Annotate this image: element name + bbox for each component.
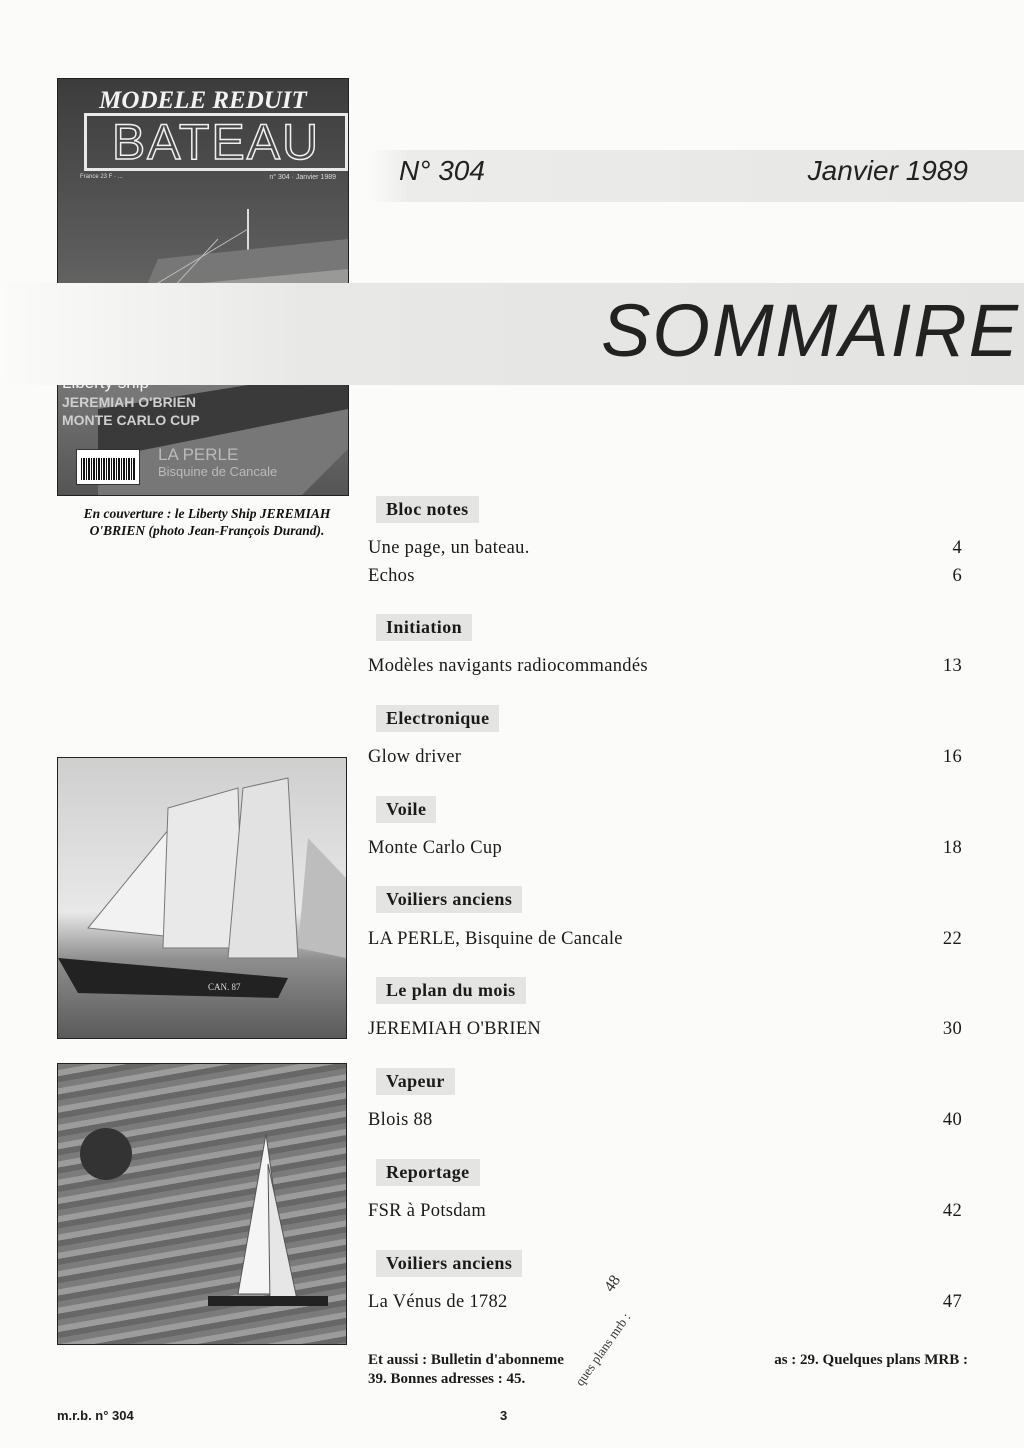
also-line1-right: as : 29. Quelques plans MRB : — [774, 1352, 968, 1368]
toc-title: Une page, un bateau. — [368, 538, 530, 558]
toc-title: JEREMIAH O'BRIEN — [368, 1019, 542, 1039]
toc-page: 16 — [942, 747, 962, 767]
section-heading: Reportage — [376, 1159, 480, 1186]
cover-price: France 23 F · ... — [80, 174, 123, 180]
toc-entry[interactable] — [368, 536, 962, 560]
sailing-ship-photo — [57, 757, 347, 1039]
section-heading: Initiation — [376, 614, 472, 641]
section-heading: Voile — [376, 796, 436, 823]
issue-number: N° 304 — [399, 155, 485, 186]
cover-kicker: MODELE REDUIT — [99, 87, 307, 114]
toc-page: 13 — [942, 656, 962, 676]
cover-line-4: LA PERLE — [158, 445, 239, 464]
barcode — [76, 449, 140, 485]
section-heading: Voiliers anciens — [376, 1250, 522, 1277]
buoy-sailboat-illustration — [58, 1064, 346, 1344]
toc-title: Monte Carlo Cup — [368, 838, 502, 858]
toc-title: Echos — [368, 566, 415, 586]
toc-entry[interactable] — [368, 1108, 962, 1132]
toc-page: 47 — [942, 1292, 962, 1312]
toc-page: 40 — [942, 1110, 962, 1130]
cover-issue: n° 304 · Janvier 1989 — [269, 174, 336, 181]
toc-entry[interactable] — [368, 745, 962, 769]
toc-entry[interactable] — [368, 836, 962, 860]
cover-title: BATEAU — [84, 113, 348, 171]
cover-line-5: Bisquine de Cancale — [158, 464, 278, 479]
cover-line-2: JEREMIAH O'BRIEN — [62, 394, 197, 410]
toc-entry[interactable] — [368, 1199, 962, 1223]
hull-label: CAN. 87 — [208, 982, 241, 992]
annotation-number: 48 — [601, 1272, 625, 1296]
toc-title: LA PERLE, Bisquine de Cancale — [368, 929, 623, 949]
toc-entry[interactable] — [368, 654, 962, 678]
cover-caption: En couverture : le Liberty Ship JEREMIAH O'BRIEN (photo Jean-François Durand). — [83, 506, 331, 538]
toc-page: 18 — [942, 838, 962, 858]
also-line2: 39. Bonnes adresses : 45. — [368, 1371, 526, 1387]
also-line1-left: Et aussi : Bulletin d'abonneme — [368, 1352, 564, 1368]
toc-page: 4 — [952, 538, 962, 558]
toc-page: 42 — [942, 1201, 962, 1221]
toc-entry[interactable] — [368, 1290, 962, 1314]
ship-sails-illustration — [58, 758, 346, 1038]
toc-page: 30 — [942, 1019, 962, 1039]
page-number: 3 — [500, 1408, 508, 1423]
model-sailboat-photo — [57, 1063, 347, 1345]
also-text — [368, 1351, 968, 1389]
toc-title: Blois 88 — [368, 1110, 433, 1130]
section-heading: Electronique — [376, 705, 499, 732]
toc-page: 22 — [942, 929, 962, 949]
toc-entry[interactable] — [368, 1017, 962, 1041]
toc-entry[interactable] — [368, 564, 962, 588]
issue-date: Janvier 1989 — [807, 155, 968, 186]
section-heading: Le plan du mois — [376, 977, 526, 1004]
toc-title: FSR à Potsdam — [368, 1201, 487, 1221]
toc-title: Modèles navigants radiocommandés — [368, 656, 648, 676]
toc-title: La Vénus de 1782 — [368, 1292, 508, 1312]
page-title: SOMMAIRE — [601, 289, 1020, 372]
toc-title: Glow driver — [368, 747, 462, 767]
section-heading: Bloc notes — [376, 496, 479, 523]
toc-entry[interactable] — [368, 927, 962, 951]
footer-magazine: m.r.b. n° 304 — [57, 1408, 134, 1423]
section-heading: Vapeur — [376, 1068, 455, 1095]
section-heading: Voiliers anciens — [376, 886, 522, 913]
cover-line-3: MONTE CARLO CUP — [62, 412, 200, 428]
toc-page: 6 — [952, 566, 962, 586]
handwritten-note: ques plans mrb : — [572, 1309, 634, 1389]
